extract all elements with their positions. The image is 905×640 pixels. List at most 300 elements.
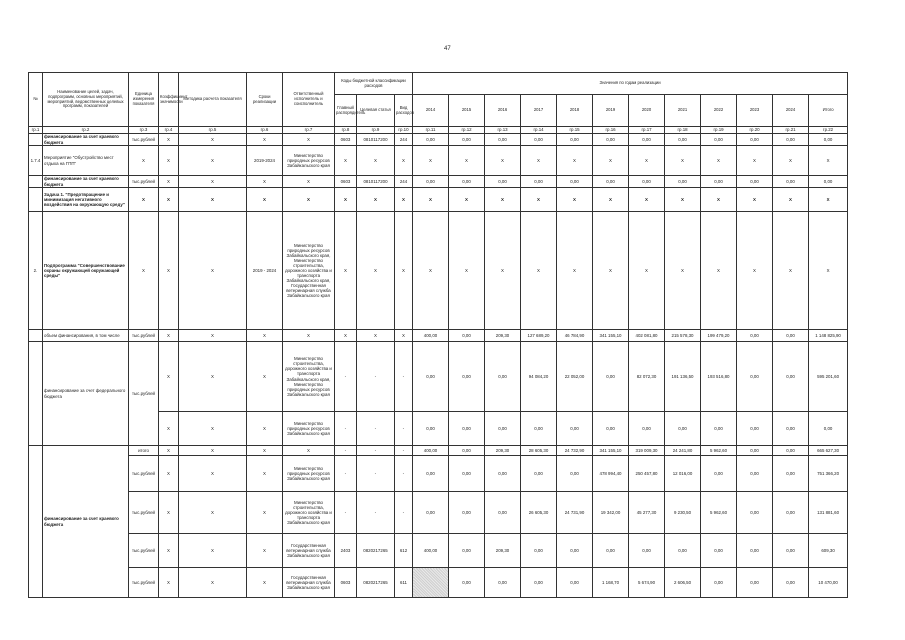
x-cell: X xyxy=(773,188,809,212)
value-cell: 0,00 xyxy=(485,412,521,446)
column-number: гр.8 xyxy=(335,127,357,134)
value-cell: 1 168,70 xyxy=(593,568,629,598)
value-cell: 0,00 xyxy=(557,134,593,146)
period-cell: X xyxy=(247,134,283,146)
value-cell: 0,00 xyxy=(629,134,665,146)
x-cell: X xyxy=(485,188,521,212)
value-cell: 478 994,40 xyxy=(593,456,629,492)
period-cell: X xyxy=(247,456,283,492)
x-cell: X xyxy=(629,188,665,212)
header-responsible: Ответственный исполнитель и соисполнитель xyxy=(283,73,335,127)
value-cell: 0,00 xyxy=(593,534,629,568)
kbk-cell: - xyxy=(335,342,357,412)
table-row xyxy=(29,188,848,212)
header-method: Методика расчета показателя xyxy=(179,73,247,127)
coef-cell: X xyxy=(159,446,179,456)
value-cell: 0,00 xyxy=(413,412,449,446)
value-cell: X xyxy=(629,146,665,176)
value-cell: X xyxy=(629,212,665,330)
kbk-cell: 2403 xyxy=(335,534,357,568)
value-cell: X xyxy=(557,146,593,176)
kbk-cell: X xyxy=(335,146,357,176)
table-row xyxy=(29,330,848,342)
coef-cell: X xyxy=(159,568,179,598)
unit-cell: тыс.рублей xyxy=(129,134,159,146)
unit-cell: X xyxy=(129,146,159,176)
value-cell: 209,30 xyxy=(485,330,521,342)
column-number: гр.11 xyxy=(413,127,449,134)
x-cell: X xyxy=(737,188,773,212)
responsible-cell: X xyxy=(283,134,335,146)
kbk-cell: 0603 xyxy=(335,134,357,146)
method-cell: X xyxy=(179,134,247,146)
table-row xyxy=(29,134,848,146)
period-cell: X xyxy=(247,342,283,412)
value-cell: 0,00 xyxy=(449,412,485,446)
kbk-cell: X xyxy=(395,330,413,342)
value-cell: 0,00 xyxy=(449,456,485,492)
column-number: гр.6 xyxy=(247,127,283,134)
value-cell: 0,00 xyxy=(521,412,557,446)
value-cell: 5 962,60 xyxy=(701,492,737,534)
kbk-cell: - xyxy=(357,492,395,534)
total-cell: 665 627,30 xyxy=(809,446,848,456)
value-cell: 0,00 xyxy=(737,134,773,146)
table-row xyxy=(29,342,848,412)
value-cell: 0,00 xyxy=(593,134,629,146)
value-cell: 46 784,90 xyxy=(557,330,593,342)
value-cell: 0,00 xyxy=(629,176,665,188)
scanned-blot xyxy=(413,568,449,598)
value-cell: 400,00 xyxy=(413,534,449,568)
coef-cell: X xyxy=(159,492,179,534)
table-row xyxy=(29,568,848,598)
x-cell: X xyxy=(357,188,395,212)
kbk-cell: 0603 xyxy=(335,176,357,188)
total-cell: 595 201,60 xyxy=(809,342,848,412)
method-cell: X xyxy=(179,568,247,598)
x-cell: X xyxy=(129,188,159,212)
unit-cell: тыс.рублей xyxy=(129,176,159,188)
column-number: гр.19 xyxy=(701,127,737,134)
header-name: Наименование целей, задач, подпрограмм, основных мероприятий, мероприятий, ведомственных целевых программ, показателей xyxy=(43,73,129,127)
total-cell: 751 366,20 xyxy=(809,456,848,492)
x-cell: X xyxy=(159,188,179,212)
value-cell: X xyxy=(521,212,557,330)
value-cell: X xyxy=(485,146,521,176)
value-cell: 0,00 xyxy=(413,342,449,412)
kbk-cell: X xyxy=(357,330,395,342)
column-number: гр.21 xyxy=(773,127,809,134)
period-cell: X xyxy=(247,176,283,188)
value-cell: 0,00 xyxy=(773,446,809,456)
value-cell: X xyxy=(665,146,701,176)
value-cell: 0,00 xyxy=(413,176,449,188)
value-cell: 341 155,10 xyxy=(593,330,629,342)
column-number: гр.4 xyxy=(159,127,179,134)
method-cell: X xyxy=(179,492,247,534)
header-year: 2014 xyxy=(413,95,449,127)
value-cell: 215 578,30 xyxy=(665,330,701,342)
value-cell: 0,00 xyxy=(773,492,809,534)
coef-cell: X xyxy=(159,342,179,412)
value-cell: 0,00 xyxy=(665,134,701,146)
unit-cell: тыс.рублей xyxy=(129,568,159,598)
value-cell: 199 479,20 xyxy=(701,330,737,342)
kbk-cell: 0820217265 xyxy=(357,534,395,568)
kbk-cell: 244 xyxy=(395,134,413,146)
value-cell: X xyxy=(593,146,629,176)
x-cell: X xyxy=(701,188,737,212)
row-name: Мероприятие "Обустройство мест отдыха на ГПП" xyxy=(43,146,129,176)
value-cell: 0,00 xyxy=(701,412,737,446)
kbk-cell: X xyxy=(395,212,413,330)
value-cell: 0,00 xyxy=(737,342,773,412)
value-cell: 26 605,30 xyxy=(521,492,557,534)
column-number: гр.3 xyxy=(129,127,159,134)
value-cell: 0,00 xyxy=(449,176,485,188)
value-cell: 45 277,30 xyxy=(629,492,665,534)
responsible-cell: Министерство природных ресурсов Забайкальского края xyxy=(283,412,335,446)
period-cell: 2019 - 2024 xyxy=(247,212,283,330)
value-cell: 319 009,30 xyxy=(629,446,665,456)
x-cell: X xyxy=(449,188,485,212)
value-cell: 22 052,00 xyxy=(557,342,593,412)
value-cell: X xyxy=(737,146,773,176)
kbk-cell: - xyxy=(335,492,357,534)
x-cell: X xyxy=(521,188,557,212)
value-cell: 0,00 xyxy=(557,568,593,598)
coef-cell: X xyxy=(159,456,179,492)
method-cell: X xyxy=(179,342,247,412)
value-cell: 0,00 xyxy=(449,342,485,412)
task-name: Задача 1. "Предотвращение и минимизация негативного воздействия на окружающую среду" xyxy=(43,188,129,212)
value-cell: 9 230,50 xyxy=(665,492,701,534)
table-row xyxy=(29,492,848,534)
header-year: 2024 xyxy=(773,95,809,127)
value-cell: 0,00 xyxy=(737,330,773,342)
header-total: Итого xyxy=(809,95,848,127)
column-number: гр.10 xyxy=(395,127,413,134)
value-cell: 0,00 xyxy=(449,568,485,598)
value-cell: X xyxy=(485,212,521,330)
value-cell: 0,00 xyxy=(485,342,521,412)
value-cell: X xyxy=(449,212,485,330)
value-cell: 0,00 xyxy=(521,534,557,568)
value-cell: 0,00 xyxy=(413,492,449,534)
x-cell: X xyxy=(413,188,449,212)
kbk-cell: - xyxy=(395,342,413,412)
value-cell: 209,30 xyxy=(485,534,521,568)
value-cell: 19 342,00 xyxy=(593,492,629,534)
total-cell: 0,00 xyxy=(809,134,848,146)
coef-cell: X xyxy=(159,212,179,330)
table-row xyxy=(29,446,848,456)
period-cell: X xyxy=(247,330,283,342)
value-cell: 0,00 xyxy=(737,446,773,456)
period-cell: X xyxy=(247,534,283,568)
x-cell: X xyxy=(593,188,629,212)
total-cell: 131 881,60 xyxy=(809,492,848,534)
x-cell: X xyxy=(557,188,593,212)
header-period: Сроки реализации xyxy=(247,73,283,127)
column-number: гр.1 xyxy=(29,127,43,134)
kbk-cell: 0810117200 xyxy=(357,176,395,188)
column-number: гр.13 xyxy=(485,127,521,134)
kbk-cell: X xyxy=(395,146,413,176)
column-number: гр.5 xyxy=(179,127,247,134)
value-cell: 5 674,90 xyxy=(629,568,665,598)
row-number: 2. xyxy=(29,212,43,330)
kbk-cell: 0820217265 xyxy=(357,568,395,598)
unit-cell: X xyxy=(129,212,159,330)
total-cell: 1 148 825,90 xyxy=(809,330,848,342)
responsible-cell: Министерство природных ресурсов Забайкальского края, Министерство строительства, дорожного хозяйства и транспорта Забайкальского края, Государственная ветеринарная служба Забайкальского края xyxy=(283,212,335,330)
method-cell: X xyxy=(179,330,247,342)
value-cell: 0,00 xyxy=(773,134,809,146)
row-name: объем финансирования, в том числе xyxy=(43,330,129,342)
unit-cell: тыс.рублей xyxy=(129,456,159,492)
value-cell: 0,00 xyxy=(557,176,593,188)
table-row xyxy=(29,456,848,492)
table-row xyxy=(29,534,848,568)
value-cell: 0,00 xyxy=(665,176,701,188)
responsible-cell: X xyxy=(283,330,335,342)
kbk-cell: 612 xyxy=(395,534,413,568)
column-number: гр.7 xyxy=(283,127,335,134)
value-cell: 0,00 xyxy=(773,330,809,342)
method-cell: X xyxy=(179,456,247,492)
value-cell: 0,00 xyxy=(449,330,485,342)
row-name: финансирование за счет федерального бюджета xyxy=(43,342,129,446)
kbk-cell: - xyxy=(395,492,413,534)
kbk-cell: X xyxy=(357,212,395,330)
method-cell: X xyxy=(179,176,247,188)
value-cell: 24 241,80 xyxy=(665,446,701,456)
value-cell: 0,00 xyxy=(485,134,521,146)
value-cell: 0,00 xyxy=(485,176,521,188)
value-cell: 0,00 xyxy=(773,176,809,188)
x-cell: X xyxy=(809,188,848,212)
value-cell: 0,00 xyxy=(557,456,593,492)
value-cell: 0,00 xyxy=(593,412,629,446)
kbk-cell: 611 xyxy=(395,568,413,598)
column-number: гр.22 xyxy=(809,127,848,134)
value-cell: X xyxy=(665,212,701,330)
kbk-cell: - xyxy=(357,342,395,412)
responsible-cell: Министерство природных ресурсов Забайкальского края xyxy=(283,146,335,176)
value-cell: 0,00 xyxy=(701,134,737,146)
responsible-cell: X xyxy=(283,446,335,456)
header-year: 2022 xyxy=(701,95,737,127)
value-cell: 341 155,10 xyxy=(593,446,629,456)
column-number-row xyxy=(29,127,848,134)
header-year: 2019 xyxy=(593,95,629,127)
table-row xyxy=(29,146,848,176)
total-cell: 0,00 xyxy=(809,412,848,446)
value-cell: 0,00 xyxy=(737,568,773,598)
method-cell: X xyxy=(179,534,247,568)
value-cell: 0,00 xyxy=(629,412,665,446)
coef-cell: X xyxy=(159,412,179,446)
row-number: 1.7.4 xyxy=(29,146,43,176)
value-cell: X xyxy=(773,146,809,176)
value-cell: X xyxy=(413,212,449,330)
column-number: гр.20 xyxy=(737,127,773,134)
value-cell: X xyxy=(701,212,737,330)
value-cell: 0,00 xyxy=(413,456,449,492)
x-cell: X xyxy=(283,188,335,212)
value-cell: 0,00 xyxy=(485,456,521,492)
value-cell: 24 731,90 xyxy=(557,492,593,534)
value-cell: 94 084,20 xyxy=(521,342,557,412)
value-cell: 0,00 xyxy=(557,534,593,568)
responsible-cell: X xyxy=(283,176,335,188)
kbk-cell: 244 xyxy=(395,176,413,188)
value-cell: 0,00 xyxy=(449,446,485,456)
header-year: 2015 xyxy=(449,95,485,127)
value-cell: 0,00 xyxy=(773,534,809,568)
value-cell: 5 962,60 xyxy=(701,446,737,456)
value-cell: 0,00 xyxy=(593,342,629,412)
value-cell: 0,00 xyxy=(737,492,773,534)
value-cell: 0,00 xyxy=(593,176,629,188)
value-cell: 0,00 xyxy=(521,568,557,598)
kbk-cell: - xyxy=(335,412,357,446)
value-cell: 82 072,30 xyxy=(629,342,665,412)
unit-cell: тыс.рублей xyxy=(129,330,159,342)
unit-cell: тыс.рублей xyxy=(129,342,159,446)
value-cell: 209,30 xyxy=(485,446,521,456)
header-coefficient: Коэффициент значимости xyxy=(159,73,179,127)
value-cell: 0,00 xyxy=(701,568,737,598)
header-year: 2023 xyxy=(737,95,773,127)
column-number: гр.12 xyxy=(449,127,485,134)
header-years-group: Значения по годам реализации xyxy=(413,73,848,95)
value-cell: 0,00 xyxy=(773,412,809,446)
total-cell: X xyxy=(809,146,848,176)
header-year: 2017 xyxy=(521,95,557,127)
header-unit: Единица измерения показателя xyxy=(129,73,159,127)
column-number: гр.17 xyxy=(629,127,665,134)
coef-cell: X xyxy=(159,330,179,342)
header-year: 2020 xyxy=(629,95,665,127)
value-cell: 0,00 xyxy=(665,534,701,568)
value-cell: 0,00 xyxy=(665,412,701,446)
x-cell: X xyxy=(665,188,701,212)
value-cell: 24 732,90 xyxy=(557,446,593,456)
header-year: 2021 xyxy=(665,95,701,127)
value-cell: X xyxy=(737,212,773,330)
responsible-cell: Министерство строительства, дорожного хозяйства и транспорта Забайкальского края xyxy=(283,492,335,534)
method-cell: X xyxy=(179,412,247,446)
value-cell: 250 457,80 xyxy=(629,456,665,492)
value-cell: 0,00 xyxy=(521,134,557,146)
budget-table xyxy=(28,72,848,598)
kbk-cell: - xyxy=(335,446,357,456)
coef-cell: X xyxy=(159,134,179,146)
value-cell: 0,00 xyxy=(737,176,773,188)
kbk-cell: - xyxy=(395,456,413,492)
row-name: финансирование за счет краевого бюджета xyxy=(43,176,129,188)
header-kbk-target: Целевая статья xyxy=(357,95,395,127)
value-cell: 191 136,50 xyxy=(665,342,701,412)
kbk-cell: - xyxy=(357,446,395,456)
method-cell: X xyxy=(179,212,247,330)
value-cell: 0,00 xyxy=(629,534,665,568)
value-cell: 0,00 xyxy=(521,456,557,492)
header-kbk-group: Коды бюджетной классификации расходов xyxy=(335,73,413,95)
value-cell: 0,00 xyxy=(737,456,773,492)
x-cell: X xyxy=(395,188,413,212)
header-kbk-type: Вид расходов xyxy=(395,95,413,127)
value-cell: 0,00 xyxy=(701,456,737,492)
column-number: гр.2 xyxy=(43,127,129,134)
value-cell: 0,00 xyxy=(701,534,737,568)
kbk-cell: X xyxy=(357,146,395,176)
value-cell: 0,00 xyxy=(773,342,809,412)
value-cell: 0,00 xyxy=(485,568,521,598)
method-cell: X xyxy=(179,146,247,176)
total-cell: 0,00 xyxy=(809,176,848,188)
value-cell: X xyxy=(701,146,737,176)
value-cell: 2 606,50 xyxy=(665,568,701,598)
header-year: 2018 xyxy=(557,95,593,127)
value-cell: X xyxy=(521,146,557,176)
value-cell: 127 689,20 xyxy=(521,330,557,342)
value-cell: X xyxy=(413,146,449,176)
coef-cell: X xyxy=(159,534,179,568)
value-cell: 0,00 xyxy=(485,492,521,534)
period-cell: X xyxy=(247,492,283,534)
value-cell: X xyxy=(557,212,593,330)
period-cell: X xyxy=(247,446,283,456)
period-cell: X xyxy=(247,412,283,446)
coef-cell: X xyxy=(159,176,179,188)
responsible-cell: Государственная ветеринарная служба Забайкальского края xyxy=(283,568,335,598)
total-cell: 10 470,00 xyxy=(809,568,848,598)
row-name: финансирование за счет краевого бюджета xyxy=(43,134,129,146)
period-cell: X xyxy=(247,568,283,598)
value-cell: X xyxy=(773,212,809,330)
kbk-cell: - xyxy=(335,456,357,492)
kbk-cell: X xyxy=(335,212,357,330)
x-cell: X xyxy=(247,188,283,212)
kbk-cell: - xyxy=(357,412,395,446)
row-name: финансирование за счет краевого бюджета xyxy=(43,446,129,598)
column-number: гр.18 xyxy=(665,127,701,134)
table-row xyxy=(29,176,848,188)
value-cell: 0,00 xyxy=(773,456,809,492)
value-cell: 12 016,00 xyxy=(665,456,701,492)
total-cell: X xyxy=(809,212,848,330)
value-cell: 402 081,80 xyxy=(629,330,665,342)
kbk-cell: X xyxy=(335,330,357,342)
kbk-cell: 0603 xyxy=(335,568,357,598)
x-cell: X xyxy=(179,188,247,212)
period-cell: 2019-2024 xyxy=(247,146,283,176)
responsible-cell: Министерство природных ресурсов Забайкальского края xyxy=(283,456,335,492)
kbk-cell: - xyxy=(395,412,413,446)
subprogram-name: Подпрограмма "Совершенствование охраны окружающей окружающей среды" xyxy=(43,212,129,330)
value-cell: 0,00 xyxy=(701,176,737,188)
value-cell: 193 516,80 xyxy=(701,342,737,412)
unit-cell: тыс.рублей xyxy=(129,534,159,568)
kbk-cell: - xyxy=(395,446,413,456)
x-cell: X xyxy=(335,188,357,212)
value-cell: 0,00 xyxy=(737,412,773,446)
responsible-cell: Министерство строительства, дорожного хозяйства и транспорта Забайкальского края, Министерство природных ресурсов Забайкальского края xyxy=(283,342,335,412)
